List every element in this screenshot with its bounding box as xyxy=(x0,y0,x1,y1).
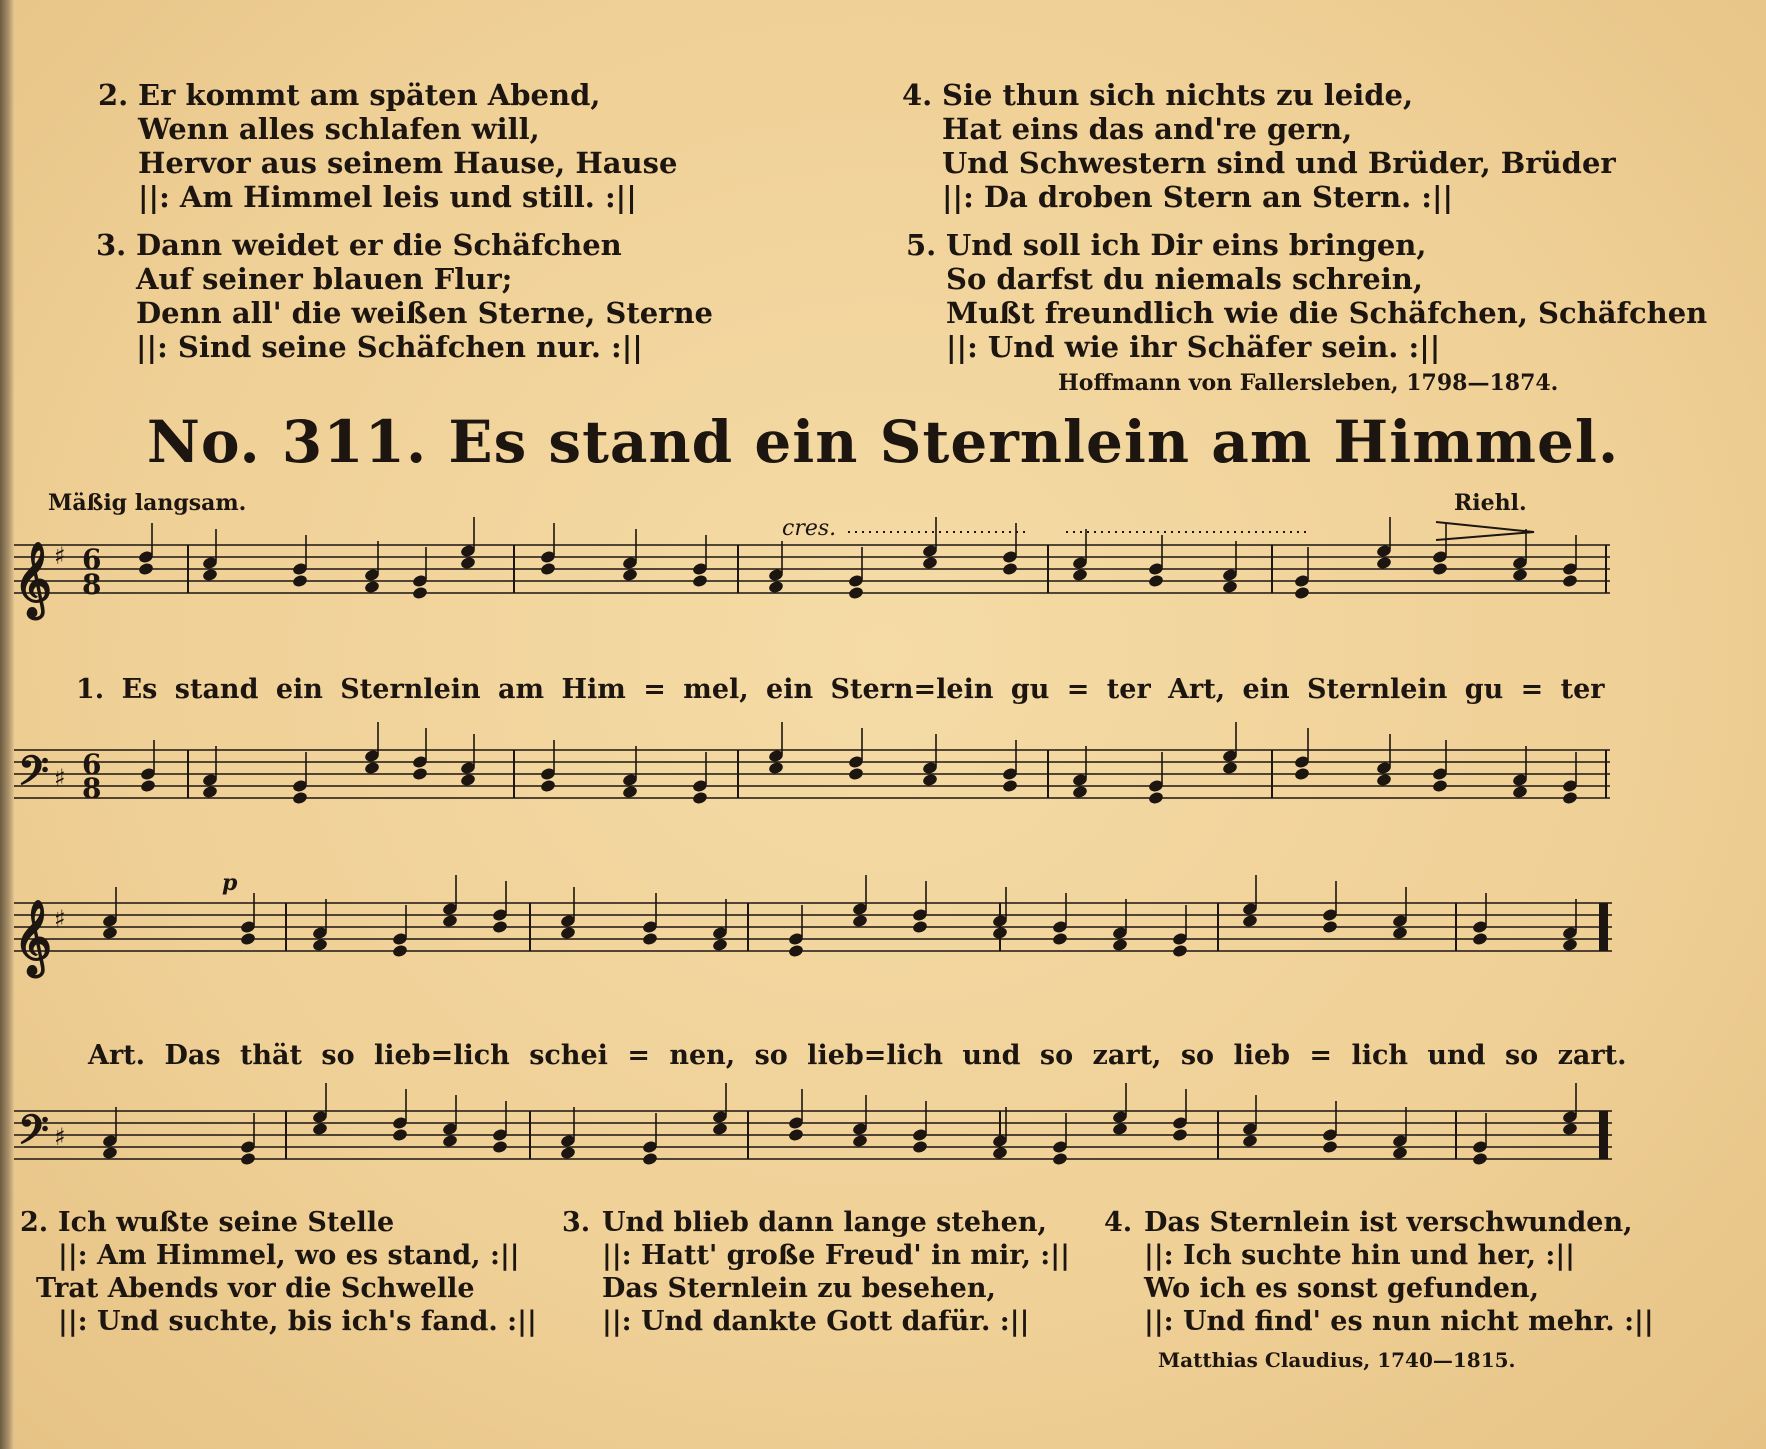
treble-2-note xyxy=(1322,920,1339,935)
bass-2-note xyxy=(642,1152,659,1167)
stanza-number: 3. xyxy=(96,228,127,262)
treble-2-note xyxy=(102,926,119,941)
treble-2-note xyxy=(392,944,409,959)
lyricist-credit-bottom: Matthias Claudius, 1740—1815. xyxy=(1158,1348,1516,1372)
stanza-line: Hat eins das and're gern, xyxy=(942,112,1353,146)
treble-2-note xyxy=(1172,944,1189,959)
bass-2-note xyxy=(560,1146,577,1161)
time-signature-numerator: 6 xyxy=(82,748,102,781)
bass-1-note xyxy=(1072,785,1089,800)
bass-1-note xyxy=(1222,761,1239,776)
bass-1-note xyxy=(1002,779,1019,794)
bass-1-note xyxy=(202,785,219,800)
stanza-line: Wenn alles schlafen will, xyxy=(138,112,540,146)
treble-2-note xyxy=(1052,932,1069,947)
treble-1-note xyxy=(138,562,155,577)
composer-credit: Riehl. xyxy=(1454,490,1527,516)
treble-2-note xyxy=(1392,926,1409,941)
stanza-number: 5. xyxy=(906,228,937,262)
treble-1-note xyxy=(922,556,939,571)
bass-1-note xyxy=(292,791,309,806)
stanza-line: Mußt freundlich wie die Schäfchen, Schäfchen xyxy=(946,296,1708,330)
treble-2-note xyxy=(1562,938,1579,953)
treble-1-note xyxy=(622,568,639,583)
bass-1-note xyxy=(922,773,939,788)
crescendo-marking: cres. xyxy=(782,516,837,541)
time-signature-numerator: 6 xyxy=(82,543,102,576)
bass-2-note xyxy=(1172,1128,1189,1143)
sharp-icon: ♯ xyxy=(54,541,66,570)
bass-2-note xyxy=(912,1140,929,1155)
bass-1-note xyxy=(1512,785,1529,800)
bass-2-note xyxy=(1472,1152,1489,1167)
treble-1-note xyxy=(1294,586,1311,601)
stanza-line: Und Schwestern sind und Brüder, Brüder xyxy=(942,146,1616,180)
treble-clef-icon: 𝄞 xyxy=(14,900,52,975)
stanza-line: Dann weidet er die Schäfchen xyxy=(136,228,622,262)
stanza-4-bottom xyxy=(1104,1206,1654,1338)
stanza-line: Denn all' die weißen Sterne, Sterne xyxy=(136,296,713,330)
decrescendo-hairpin xyxy=(1436,522,1534,540)
stanza-line: Das Sternlein zu besehen, xyxy=(602,1273,996,1304)
stanza-line: Und blieb dann lange stehen, xyxy=(602,1207,1047,1238)
bass-2-note xyxy=(992,1146,1009,1161)
bass-1-note xyxy=(768,761,785,776)
stanza-line: Hervor aus seinem Hause, Hause xyxy=(138,146,678,180)
bass-1-note xyxy=(1294,767,1311,782)
bass-2-note xyxy=(712,1122,729,1137)
treble-1-note xyxy=(1222,580,1239,595)
lyricist-credit: Hoffmann von Fallersleben, 1798—1874. xyxy=(1058,370,1559,396)
treble-2-note xyxy=(642,932,659,947)
treble-1-note xyxy=(1376,556,1393,571)
stanza-number: 4. xyxy=(1104,1207,1133,1238)
bass-2-note xyxy=(312,1122,329,1137)
bass-clef-icon: 𝄢 xyxy=(18,748,49,804)
treble-2-note xyxy=(712,938,729,953)
bass-1-note xyxy=(622,785,639,800)
bass-1-note xyxy=(1376,773,1393,788)
final-barline xyxy=(1600,903,1608,951)
stanza-number: 2. xyxy=(98,78,129,112)
stanza-number: 3. xyxy=(562,1207,591,1238)
stanza-3-bottom xyxy=(562,1206,1070,1338)
bass-1-note xyxy=(692,791,709,806)
treble-1-note xyxy=(768,580,785,595)
treble-1-note xyxy=(292,574,309,589)
stanza-line: ||: Am Himmel, wo es stand, :|| xyxy=(58,1240,520,1271)
bass-2-note xyxy=(1052,1152,1069,1167)
bass-1-note xyxy=(1562,791,1579,806)
treble-1-note xyxy=(460,556,477,571)
bass-1-note xyxy=(848,767,865,782)
treble-2-note xyxy=(1112,938,1129,953)
stanza-number: 2. xyxy=(20,1207,49,1238)
treble-1-note xyxy=(1512,568,1529,583)
treble-1-note xyxy=(202,568,219,583)
stanza-line: Trat Abends vor die Schwelle xyxy=(36,1273,475,1304)
treble-2-note xyxy=(492,920,509,935)
stanza-line: Wo ich es sonst gefunden, xyxy=(1144,1273,1539,1304)
stanza-line: ||: Hatt' große Freud' in mir, :|| xyxy=(602,1240,1070,1271)
bass-2-note xyxy=(1562,1122,1579,1137)
treble-1-note xyxy=(1072,568,1089,583)
final-barline xyxy=(1600,1111,1608,1159)
time-signature-denominator: 8 xyxy=(82,772,102,805)
treble-2-note xyxy=(240,932,257,947)
treble-2-note xyxy=(992,926,1009,941)
stanza-line: ||: Da droben Stern an Stern. :|| xyxy=(942,180,1454,214)
treble-2-note xyxy=(788,944,805,959)
bass-2-note xyxy=(240,1152,257,1167)
bass-1-note xyxy=(140,779,157,794)
sharp-icon: ♯ xyxy=(54,1122,66,1151)
treble-2-note xyxy=(1242,914,1259,929)
bass-clef-icon: 𝄢 xyxy=(18,1107,49,1163)
bass-1-note xyxy=(460,773,477,788)
hymn-title: No. 311. Es stand ein Sternlein am Himmel. xyxy=(146,408,1620,476)
stanza-line: ||: Sind seine Schäfchen nur. :|| xyxy=(136,330,643,364)
bass-1-note xyxy=(1148,791,1165,806)
bass-2-note xyxy=(442,1134,459,1149)
treble-1-note xyxy=(364,580,381,595)
treble-2-note xyxy=(1472,932,1489,947)
treble-2-note xyxy=(442,914,459,929)
treble-1-note xyxy=(540,562,557,577)
treble-1-note xyxy=(412,586,429,601)
stanza-line: Auf seiner blauen Flur; xyxy=(136,262,513,296)
bass-2-note xyxy=(1392,1146,1409,1161)
treble-1-note xyxy=(1562,574,1579,589)
stanza-line: Er kommt am späten Abend, xyxy=(138,78,601,112)
stanza-line: Und soll ich Dir eins bringen, xyxy=(946,228,1427,262)
bass-2-note xyxy=(392,1128,409,1143)
stanza-line: Ich wußte seine Stelle xyxy=(58,1207,395,1238)
bass-1-note xyxy=(1432,779,1449,794)
treble-1-note xyxy=(1432,562,1449,577)
stanza-line: ||: Und dankte Gott dafür. :|| xyxy=(602,1306,1030,1337)
treble-clef-icon: 𝄞 xyxy=(14,542,52,617)
piano-marking: p xyxy=(222,870,238,896)
stanza-2-bottom xyxy=(20,1206,537,1338)
treble-1-note xyxy=(848,586,865,601)
treble-2-note xyxy=(312,938,329,953)
bass-2-note xyxy=(852,1134,869,1149)
stanza-line: ||: Ich suchte hin und her, :|| xyxy=(1144,1240,1575,1271)
bass-2-note xyxy=(102,1146,119,1161)
bass-2-note xyxy=(1322,1140,1339,1155)
time-signature-denominator: 8 xyxy=(82,568,102,601)
tempo-marking: Mäßig langsam. xyxy=(48,490,247,516)
sharp-icon: ♯ xyxy=(54,763,66,792)
treble-1-note xyxy=(1002,562,1019,577)
bass-1-note xyxy=(412,767,429,782)
stanza-line: ||: Und find' es nun nicht mehr. :|| xyxy=(1144,1306,1654,1337)
treble-2-note xyxy=(852,914,869,929)
treble-1-note xyxy=(1148,574,1165,589)
bass-2-note xyxy=(492,1140,509,1155)
stanza-line: Das Sternlein ist verschwunden, xyxy=(1144,1207,1633,1238)
lyrics-line-1: 1. Es stand ein Sternlein am Him = mel, ein Stern=lein gu = ter Art, ein Sternlein gu = ter xyxy=(76,674,1605,705)
stanza-line: ||: Und wie ihr Schäfer sein. :|| xyxy=(946,330,1441,364)
sharp-icon: ♯ xyxy=(54,904,66,933)
lyrics-line-2: Art. Das thät so lieb=lich schei = nen, so lieb=lich und so zart, so lieb = lich und so zart. xyxy=(88,1040,1627,1071)
stanza-line: Sie thun sich nichts zu leide, xyxy=(942,78,1414,112)
stanza-line: So darfst du niemals schrein, xyxy=(946,262,1423,296)
bass-2-note xyxy=(788,1128,805,1143)
treble-1-note xyxy=(692,574,709,589)
stanza-line: ||: Am Himmel leis und still. :|| xyxy=(138,180,637,214)
treble-2-note xyxy=(560,926,577,941)
bass-2-note xyxy=(1242,1134,1259,1149)
bass-1-note xyxy=(540,779,557,794)
bass-2-note xyxy=(1112,1122,1129,1137)
stanza-line: ||: Und suchte, bis ich's fand. :|| xyxy=(58,1306,537,1337)
bass-1-note xyxy=(364,761,381,776)
stanza-number: 4. xyxy=(902,78,933,112)
treble-2-note xyxy=(912,920,929,935)
